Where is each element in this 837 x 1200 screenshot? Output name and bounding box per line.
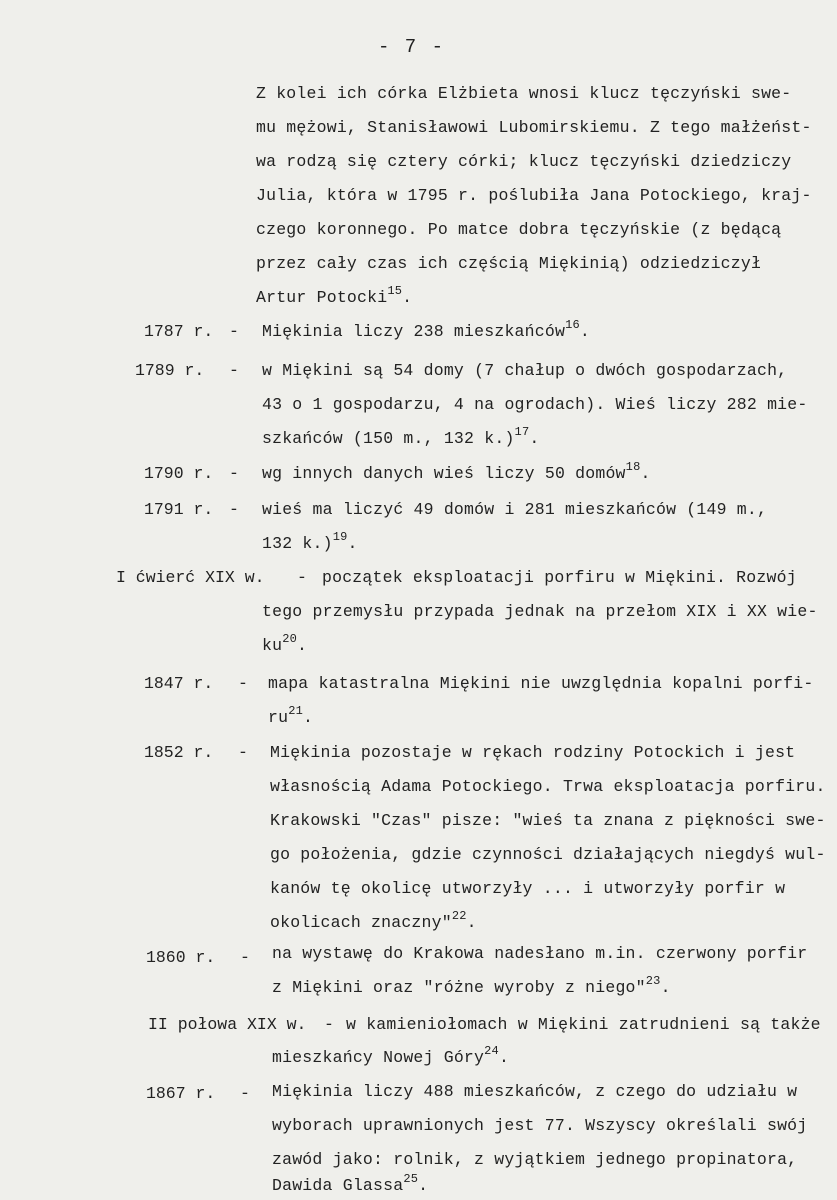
entry-dash: -	[238, 743, 248, 762]
entry-line: na wystawę do Krakowa nadesłano m.in. czerwony porfir	[272, 944, 808, 963]
entry-line: wyborach uprawnionych jest 77. Wszyscy określali swój	[272, 1116, 808, 1135]
entry-line: okolicach znaczny"$^{22}$.	[270, 908, 477, 932]
intro-line: Z kolei ich córka Elżbieta wnosi klucz tęczyński swe-	[256, 84, 792, 103]
entry-dash: -	[240, 948, 250, 967]
entry-line: mapa katastralna Miękini nie uwzględnia kopalni porfi-	[268, 674, 814, 693]
footnote-ref: 15	[387, 283, 403, 298]
entry-line: go położenia, gdzie czynności działających niegdyś wul-	[270, 845, 826, 864]
entry-line: $ru^{21}$.	[268, 703, 314, 727]
entry-dash: -	[240, 1084, 250, 1103]
entry-line: z Miękini oraz "różne wyroby z niego"$^{23}$.	[272, 973, 671, 997]
entry-line: tego przemysłu przypada jednak na przełom XIX i XX wie-	[262, 602, 818, 621]
entry-line: Miękinia liczy 238 mieszkańców$^{16}$.	[262, 317, 590, 341]
entry-date: 1787 r.	[144, 322, 214, 341]
footnote-ref: 23	[645, 973, 661, 988]
footnote-ref: 16	[565, 317, 580, 332]
entry-line: własnością Adama Potockiego. Trwa eksploatacja porfiru.	[270, 777, 826, 796]
entry-date: 1847 r.	[144, 674, 214, 693]
footnote-ref: 19	[332, 529, 348, 544]
entry-date: 1867 r.	[146, 1084, 216, 1103]
footnote-ref: 17	[514, 424, 530, 439]
intro-line: przez cały czas ich częścią Miękinią) odziedziczył	[256, 254, 762, 273]
entry-line: mieszkańcy Nowej Góry$^{24}$.	[272, 1043, 510, 1067]
entry-date: 1860 r.	[146, 948, 216, 967]
entry-line: Miękinia pozostaje w rękach rodziny Potockich i jest	[270, 743, 796, 762]
intro-line: czego koronnego. Po matce dobra tęczyńskie (z będącą	[256, 220, 782, 239]
entry-line: Miękinia liczy 488 mieszkańców, z czego do udziału w	[272, 1082, 798, 1101]
intro-line: mu mężowi, Stanisławowi Lubomirskiemu. Z tego małżeńst-	[256, 118, 812, 137]
entry-dash: -	[238, 674, 248, 693]
entry-date: II połowa XIX w.	[148, 1015, 307, 1034]
entry-date: 1790 r.	[144, 464, 214, 483]
entry-date: 1789 r.	[135, 361, 205, 380]
entry-line: 43 o 1 gospodarzu, 4 na ogrodach). Wieś liczy 282 mie-	[262, 395, 808, 414]
entry-dash: -	[324, 1015, 334, 1034]
footnote-ref: 25	[403, 1171, 419, 1186]
intro-line: wa rodzą się cztery córki; klucz tęczyński dziedziczy	[256, 152, 792, 171]
footnote-ref: 20	[282, 631, 298, 646]
entry-dash: -	[229, 361, 239, 380]
entry-line: kanów tę okolicę utworzyły ... i utworzyły porfir w	[270, 879, 786, 898]
entry-date: 1852 r.	[144, 743, 214, 762]
intro-line: Julia, która w 1795 r. poślubiła Jana Potockiego, kraj-	[256, 186, 812, 205]
entry-line: wieś ma liczyć 49 domów i 281 mieszkańców (149 m.,	[262, 500, 768, 519]
entry-line: zawód jako: rolnik, z wyjątkiem jednego propinatora,	[272, 1150, 798, 1169]
entry-line: w kamieniołomach w Miękini zatrudnieni są także	[346, 1015, 821, 1034]
intro-line: Artur Potocki$^{15}$.	[256, 283, 413, 307]
footnote-ref: 22	[451, 908, 467, 923]
footnote-ref: 24	[484, 1043, 499, 1058]
entry-line: $ku^{20}$.	[262, 631, 308, 655]
entry-dash: -	[297, 568, 307, 587]
entry-line: Dawida Glassa$^{25}$.	[272, 1171, 429, 1195]
entry-line: wg innych danych wieś liczy 50 domów$^{18}$.	[262, 459, 651, 483]
entry-line: Krakowski "Czas" pisze: "wieś ta znana z piękności swe-	[270, 811, 826, 830]
entry-line: szkańców (150 m., 132 k.)$^{17}$.	[262, 424, 540, 448]
footnote-ref: 21	[288, 703, 304, 718]
entry-date: I ćwierć XIX w.	[116, 568, 265, 587]
entry-line: 132 k.)$^{19}$.	[262, 529, 358, 553]
entry-dash: -	[229, 500, 239, 519]
footnote-ref: 18	[625, 459, 641, 474]
entry-line: początek eksploatacji porfiru w Miękini. Rozwój	[322, 568, 797, 587]
entry-line: w Miękini są 54 domy (7 chałup o dwóch gospodarzach,	[262, 361, 788, 380]
page-number: - 7 -	[378, 36, 446, 58]
entry-dash: -	[229, 464, 239, 483]
entry-dash: -	[229, 322, 239, 341]
entry-date: 1791 r.	[144, 500, 214, 519]
